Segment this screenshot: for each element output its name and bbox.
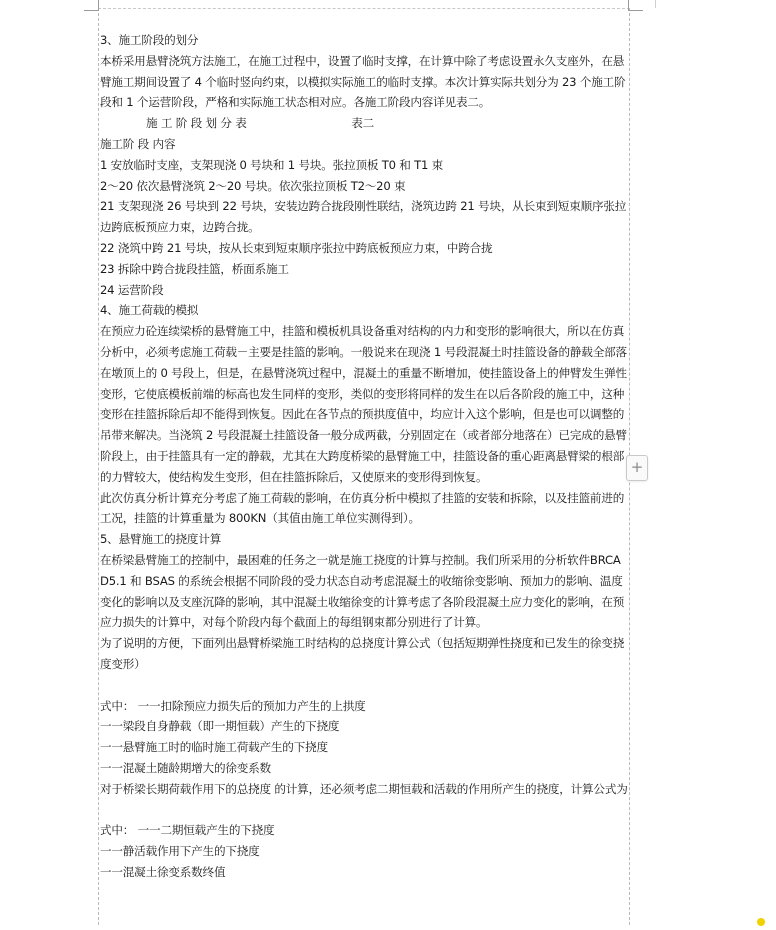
plus-icon: +	[630, 458, 644, 476]
document-paragraph: 24 运营阶段	[100, 282, 164, 297]
document-paragraph: 一一混凝土随龄期增大的徐变系数	[100, 760, 271, 775]
document-paragraph: 3、施工阶段的划分	[100, 33, 199, 47]
document-body[interactable]	[100, 30, 628, 883]
document-paragraph: 22 浇筑中跨 21 号块，按从长束到短束顺序张拉中跨底板预应力束，中跨合拢	[100, 240, 493, 255]
document-paragraph: 施 工 阶 段 划 分 表 表二	[146, 116, 375, 131]
document-paragraph: 23 拆除中跨合拢段挂篮，桥面系施工	[100, 261, 289, 276]
document-paragraph: 在桥梁悬臂施工的控制中，最困难的任务之一就是施工挠度的计算与控制。我们所采用的分析软件BRCAD5.1 和 BSAS 的系统会根据不同阶段的受力状态自动考虑混凝土的收缩徐变影响、预加力的影响、温度变化的影响以及支座沉降的影响，其中混凝土收缩徐变的计算考虑了各阶段混凝土应力变化的影响，在预应力损失的计算中，对每个阶段内每个截面上的每组钢束都分别进行了计算。	[100, 552, 625, 630]
document-paragraph: 在预应力砼连续梁桥的悬臂施工中，挂篮和模板机具设备重对结构的内力和变形的影响很大，所以在仿真分析中，必须考虑施工荷载－主要是挂篮的影响。一般说来在现浇 1 号段混凝土时挂篮设备的静载全部落在墩顶上的 0 号段上，但是，在悬臂浇筑过程中，混凝土的重量不断增加，使挂篮设备上的伸臂发生弹性变形，它使底模板前端的标高也发生同样的变形，类似的变形将同样的发生在以后各阶段的施工中，这种变形在挂篮拆除后却不能得到恢复。因此在各节点的预拱度值中，均应计入这个影响，但是也可以调整的吊带来解决。当浇筑 2 号段混凝土挂篮设备一般分成两截，分别固定在（或者部分地落在）已完成的悬臂阶段上，由于挂篮具有一定的静载，尤其在大跨度桥梁的悬臂施工中，挂篮设备的重心距离悬臂梁的根部的力臂较大，使结构发生变形，但在挂篮拆除后，又使原来的变形得到恢复。	[100, 324, 627, 484]
document-paragraph: 式中： 一一扣除预应力损失后的预加力产生的上拱度	[100, 698, 366, 713]
document-paragraph: 此次仿真分析计算充分考虑了施工荷载的影响，在仿真分析中模拟了挂篮的安装和拆除，以及挂篮前进的工况，挂篮的计算重量为 800KN（其值由施工单位实测得到）。	[100, 490, 625, 526]
document-paragraph: 一一悬臂施工时的临时施工荷载产生的下挠度	[100, 740, 328, 755]
page-corner-mark-left	[84, 0, 99, 11]
page-corner-mark-right	[628, 0, 643, 11]
blank-line	[100, 675, 628, 696]
document-paragraph: 21 支架现浇 26 号块到 22 号块，安装边跨合拢段刚性联结，浇筑边跨 21 号块，从长束到短束顺序张拉边跨底板预应力束，边跨合拢。	[100, 199, 627, 235]
document-paragraph: 对于桥梁长期荷载作用下的总挠度 的计算，还必须考虑二期恒载和活载的作用所产生的挠度，计算公式为	[100, 781, 628, 796]
document-paragraph: 为了说明的方便，下面列出悬臂桥梁施工时结构的总挠度计算公式（包括短期弹性挠度和已发生的徐变挠度变形）	[100, 636, 625, 671]
top-divider	[655, 0, 656, 8]
document-paragraph: 一一静活载作用下产生的下挠度	[100, 844, 260, 859]
status-indicator-dot	[757, 918, 765, 926]
add-button[interactable]	[626, 455, 648, 481]
blank-line	[100, 799, 628, 820]
document-paragraph: 施工阶 段 内容	[100, 136, 176, 151]
document-paragraph: 一一混凝土徐变系数终值	[100, 864, 226, 879]
document-paragraph: 式中： 一一二期恒载产生的下挠度	[100, 823, 275, 838]
document-paragraph: 一一梁段自身静载（即一期恒载）产生的下挠度	[100, 719, 340, 734]
document-paragraph: 5、悬臂施工的挠度计算	[100, 532, 222, 547]
document-paragraph: 2～20 依次悬臂浇筑 2～20 号块。依次张拉顶板 T2～20 束	[100, 178, 406, 193]
document-paragraph: 4、施工荷载的模拟	[100, 303, 199, 318]
document-paragraph: 1 安放临时支座，支架现浇 0 号块和 1 号块。张拉顶板 T0 和 T1 束	[100, 157, 444, 172]
document-paragraph: 本桥采用悬臂浇筑方法施工，在施工过程中，设置了临时支撑，在计算中除了考虑设置永久支座外，在悬臂施工期间设置了 4 个临时竖向约束，以模拟实际施工的临时支撑。本次计算实际共划分为 23 个施工阶段和 1 个运营阶段，严格和实际施工状态相对应。各施工阶段内容详见表二。	[100, 53, 626, 110]
